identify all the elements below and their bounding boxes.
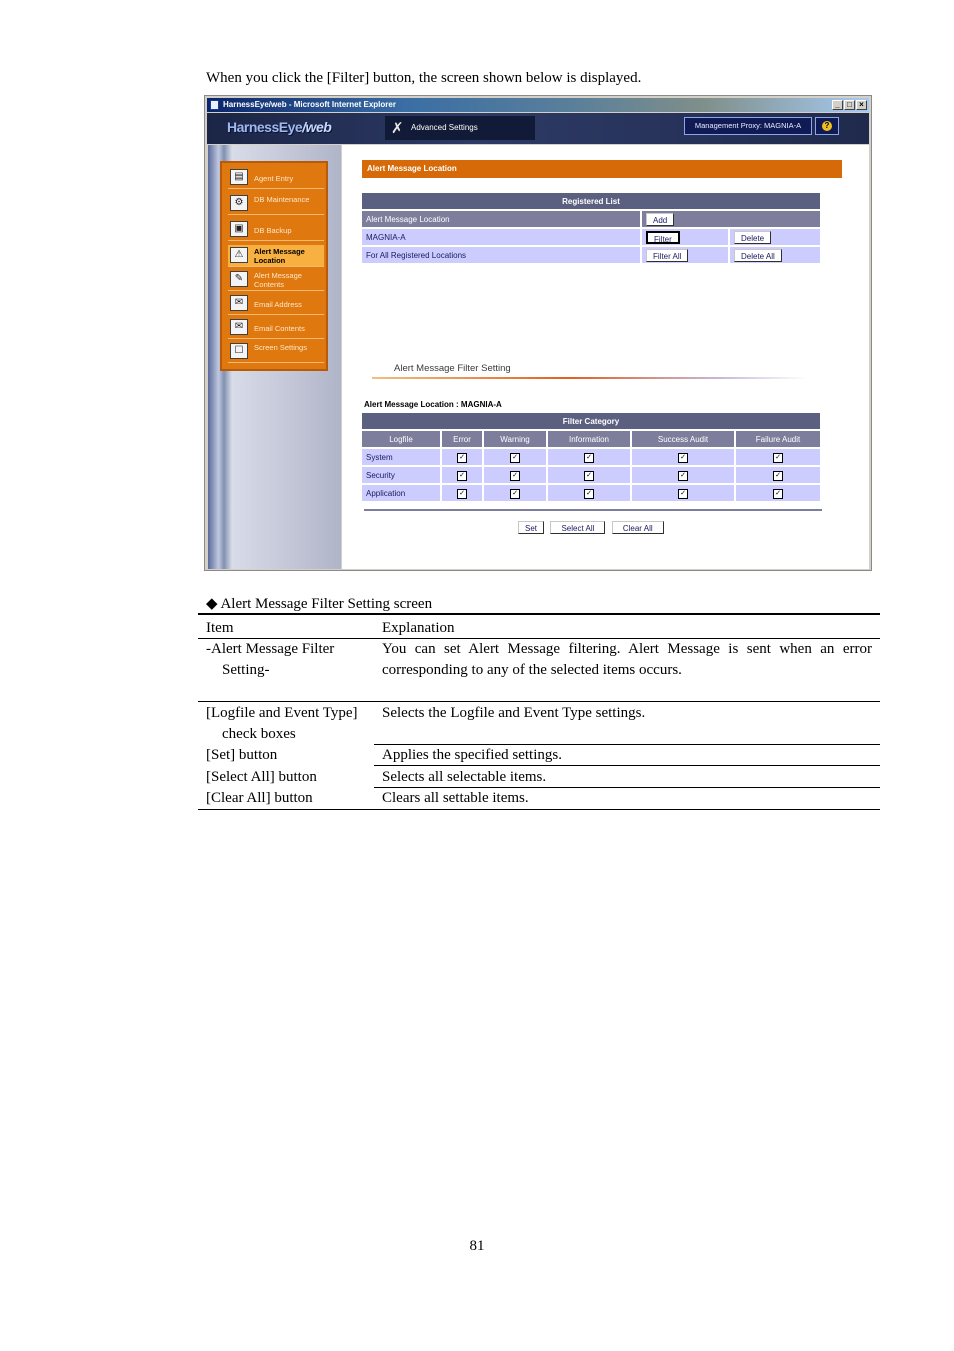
- intro-text: When you click the [Filter] button, the screen shown below is displayed.: [206, 70, 642, 86]
- registered-list-table: [360, 191, 822, 265]
- column-header: Failure Audit: [736, 431, 820, 447]
- item-header: Item: [206, 620, 234, 636]
- email-contents-icon: ✉: [230, 319, 248, 335]
- maximize-button[interactable]: □: [844, 100, 855, 110]
- menu-item-db-backup[interactable]: ▣ DB Backup: [228, 219, 324, 241]
- set-button[interactable]: Set: [518, 521, 544, 534]
- checkbox-information[interactable]: ✓: [584, 489, 594, 499]
- item-cell: -Alert Message Filter Setting-: [206, 641, 335, 678]
- explanation-cell: You can set Alert Message filtering. Alert Message is sent when an error corresponding to any of the selected items occurs.: [382, 641, 872, 678]
- menu-item-agent-entry[interactable]: ▤ Agent Entry: [228, 167, 324, 189]
- logfile-label: Application: [362, 485, 440, 501]
- item-cell: [Set] button: [206, 747, 278, 763]
- filter-category-title: Filter Category: [362, 413, 820, 429]
- table-row: [362, 449, 820, 465]
- minimize-button[interactable]: _: [832, 100, 843, 110]
- checkbox-warning[interactable]: ✓: [510, 471, 520, 481]
- browser-window: [204, 95, 872, 571]
- table-top-rule: [198, 613, 880, 615]
- db-backup-icon: ▣: [230, 221, 248, 237]
- checkbox-information[interactable]: ✓: [584, 471, 594, 481]
- email-address-icon: ✉: [230, 295, 248, 311]
- main-content: [342, 145, 869, 569]
- column-header: Success Audit: [632, 431, 734, 447]
- screen-settings-icon: ☐: [230, 343, 248, 359]
- location-column-label: Alert Message Location: [362, 211, 640, 227]
- settings-menu: [220, 161, 328, 371]
- explanation-cell: Selects the Logfile and Event Type settings.: [382, 705, 646, 721]
- checkbox-failure-audit[interactable]: ✓: [773, 453, 783, 463]
- column-header: Logfile: [362, 431, 440, 447]
- page-number: 81: [469, 1238, 485, 1254]
- harnesseye-logo: HarnessEye/web: [227, 119, 332, 135]
- checkbox-error[interactable]: ✓: [457, 489, 467, 499]
- menu-item-alert-message-location[interactable]: ⚠ Alert Message Location: [228, 245, 324, 267]
- table-row: [362, 485, 820, 501]
- title-divider: [372, 377, 808, 379]
- alert-location-icon: ⚠: [230, 247, 248, 263]
- item-cell: [Logfile and Event Type] check boxes: [206, 705, 358, 742]
- help-icon: ?: [822, 121, 832, 131]
- checkbox-warning[interactable]: ✓: [510, 453, 520, 463]
- app-header: [207, 113, 869, 144]
- checkbox-success-audit[interactable]: ✓: [678, 453, 688, 463]
- page-heading: Alert Message Location: [362, 160, 842, 178]
- menu-item-alert-message-contents[interactable]: ✎ Alert Message Contents: [228, 269, 324, 291]
- title-bar: [207, 98, 869, 112]
- column-header: Warning: [484, 431, 546, 447]
- figure-caption: ◆ Alert Message Filter Setting screen: [206, 596, 433, 612]
- help-button[interactable]: [815, 117, 839, 135]
- checkbox-failure-audit[interactable]: ✓: [773, 489, 783, 499]
- checkbox-information[interactable]: ✓: [584, 453, 594, 463]
- filter-setting-title: Alert Message Filter Setting: [394, 363, 511, 374]
- logfile-label: System: [362, 449, 440, 465]
- action-buttons: [518, 518, 666, 536]
- filter-category-table: [360, 411, 822, 503]
- item-cell: [Select All] button: [206, 769, 317, 785]
- checkbox-warning[interactable]: ✓: [510, 489, 520, 499]
- registered-list-title: Registered List: [362, 193, 820, 209]
- table-row: [362, 467, 820, 483]
- explanation-header: Explanation: [382, 620, 455, 636]
- location-name: MAGNIA-A: [362, 229, 640, 245]
- delete-all-button[interactable]: Delete All: [734, 249, 782, 262]
- table-row: [362, 247, 820, 263]
- selected-location-label: Alert Message Location : MAGNIA-A: [364, 400, 502, 409]
- agent-entry-icon: ▤: [230, 169, 248, 185]
- menu-item-email-address[interactable]: ✉ Email Address: [228, 293, 324, 315]
- explanation-cell: Clears all settable items.: [382, 790, 529, 806]
- checkbox-failure-audit[interactable]: ✓: [773, 471, 783, 481]
- sidebar: [208, 145, 341, 569]
- section-label: Advanced Settings: [411, 123, 478, 132]
- column-header: Information: [548, 431, 630, 447]
- checkbox-error[interactable]: ✓: [457, 471, 467, 481]
- checkbox-success-audit[interactable]: ✓: [678, 471, 688, 481]
- menu-item-db-maintenance[interactable]: ⚙ DB Maintenance: [228, 193, 324, 215]
- table-row: [362, 229, 820, 245]
- column-header: Error: [442, 431, 482, 447]
- clear-all-button[interactable]: Clear All: [612, 521, 664, 534]
- explanation-cell: Selects all selectable items.: [382, 769, 547, 785]
- db-maintenance-icon: ⚙: [230, 195, 248, 211]
- tools-icon: ✗: [391, 120, 404, 137]
- window-title: HarnessEye/web - Microsoft Internet Explorer: [223, 100, 396, 109]
- explanation-cell: Applies the specified settings.: [382, 747, 562, 763]
- close-button[interactable]: ×: [856, 100, 867, 110]
- checkbox-error[interactable]: ✓: [457, 453, 467, 463]
- location-name: For All Registered Locations: [362, 247, 640, 263]
- checkbox-success-audit[interactable]: ✓: [678, 489, 688, 499]
- menu-item-screen-settings[interactable]: ☐ Screen Settings: [228, 341, 324, 363]
- management-proxy-label: Management Proxy: MAGNIA-A: [684, 117, 812, 135]
- menu-item-email-contents[interactable]: ✉ Email Contents: [228, 317, 324, 339]
- select-all-button[interactable]: Select All: [550, 521, 605, 534]
- logfile-label: Security: [362, 467, 440, 483]
- internet-explorer-icon: [210, 100, 219, 110]
- filter-all-button[interactable]: Filter All: [646, 249, 688, 262]
- add-button[interactable]: Add: [646, 213, 674, 226]
- alert-contents-icon: ✎: [230, 271, 248, 287]
- delete-button[interactable]: Delete: [734, 231, 771, 244]
- advanced-settings-banner: [385, 116, 535, 140]
- item-cell: [Clear All] button: [206, 790, 313, 806]
- filter-button[interactable]: Filter: [646, 231, 680, 244]
- bottom-divider: [364, 509, 822, 511]
